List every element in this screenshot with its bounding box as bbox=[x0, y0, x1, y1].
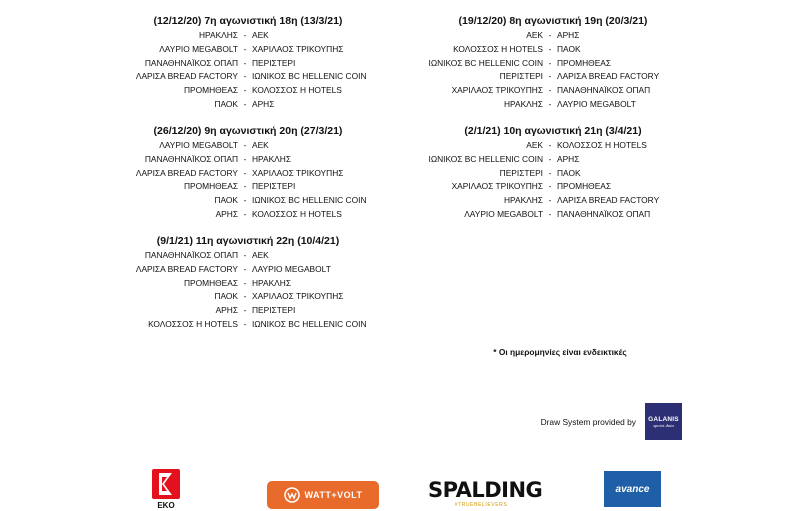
away-team: ΠΡΟΜΗΘΕΑΣ bbox=[557, 57, 612, 68]
home-team: ΑΡΗΣ bbox=[215, 305, 238, 316]
match-row bbox=[403, 43, 703, 57]
away-team: ΠΑΝΑΘΗΝΑΪΚΟΣ ΟΠΑΠ bbox=[557, 85, 651, 96]
spalding-tagline: #TRUEBELIEVERS bbox=[454, 502, 508, 508]
avance-logo-text: avance bbox=[615, 483, 650, 495]
separator: - bbox=[243, 263, 247, 274]
match-row bbox=[403, 153, 703, 167]
avance-logo bbox=[604, 471, 661, 507]
eko-logo bbox=[151, 468, 181, 511]
separator: - bbox=[243, 98, 247, 109]
separator: - bbox=[243, 208, 247, 219]
separator: - bbox=[243, 318, 247, 329]
separator: - bbox=[243, 181, 247, 192]
away-team: ΠΡΟΜΗΘΕΑΣ bbox=[557, 181, 612, 192]
match-row bbox=[98, 277, 398, 291]
separator: - bbox=[548, 195, 552, 206]
home-team: ΠΕΡΙΣΤΕΡΙ bbox=[499, 71, 543, 82]
home-team: ΑΕΚ bbox=[526, 30, 543, 40]
home-team: ΠΡΟΜΗΘΕΑΣ bbox=[183, 181, 238, 192]
match-row bbox=[98, 180, 398, 194]
home-team: ΑΕΚ bbox=[526, 140, 543, 150]
round-9 bbox=[98, 124, 398, 222]
home-team: ΗΡΑΚΛΗΣ bbox=[503, 98, 543, 109]
separator: - bbox=[548, 167, 552, 178]
separator: - bbox=[548, 181, 552, 192]
home-team: ΑΡΗΣ bbox=[215, 208, 238, 219]
away-team: ΛΑΥΡΙΟ MEGABOLT bbox=[252, 263, 331, 274]
away-team: ΠΑΟΚ bbox=[557, 167, 581, 178]
home-team: ΛΑΡΙΣΑ BREAD FACTORY bbox=[135, 167, 238, 178]
home-team: ΛΑΥΡΙΟ MEGABOLT bbox=[159, 43, 238, 54]
away-team: ΗΡΑΚΛΗΣ bbox=[252, 153, 292, 164]
home-team: ΠΑΟΚ bbox=[214, 98, 238, 109]
separator: - bbox=[243, 71, 247, 82]
round-title: (19/12/20) 8η αγωνιστική 19η (20/3/21) bbox=[458, 15, 648, 27]
match-row bbox=[98, 43, 398, 57]
galanis-logo-title: GALANIS bbox=[648, 415, 679, 423]
away-team: ΑΡΗΣ bbox=[557, 30, 580, 40]
match-row bbox=[98, 139, 398, 153]
match-row bbox=[403, 57, 703, 71]
away-team: ΧΑΡΙΛΑΟΣ ΤΡΙΚΟΥΠΗΣ bbox=[252, 167, 344, 178]
round-10 bbox=[403, 124, 703, 222]
home-team: ΛΑΡΙΣΑ BREAD FACTORY bbox=[135, 263, 238, 274]
match-row bbox=[98, 84, 398, 98]
match-row bbox=[98, 263, 398, 277]
separator: - bbox=[548, 153, 552, 164]
separator: - bbox=[243, 250, 247, 260]
away-team: ΠΑΟΚ bbox=[557, 43, 581, 54]
separator: - bbox=[243, 30, 247, 40]
away-team: ΧΑΡΙΛΑΟΣ ΤΡΙΚΟΥΠΗΣ bbox=[252, 291, 344, 302]
home-team: ΛΑΥΡΙΟ MEGABOLT bbox=[464, 208, 543, 219]
spalding-logo bbox=[428, 478, 543, 508]
away-team: ΚΟΛΟΣΣΟΣ Η HOTELS bbox=[252, 208, 342, 219]
separator: - bbox=[548, 208, 552, 219]
galanis-logo bbox=[645, 403, 682, 440]
wattvolt-mark-icon bbox=[284, 487, 300, 503]
match-row bbox=[98, 98, 398, 112]
eko-mark-icon bbox=[151, 468, 181, 500]
match-row bbox=[403, 167, 703, 181]
away-team: ΠΕΡΙΣΤΕΡΙ bbox=[252, 181, 296, 192]
match-row bbox=[98, 57, 398, 71]
match-row bbox=[98, 29, 398, 43]
match-row bbox=[98, 304, 398, 318]
match-row bbox=[98, 70, 398, 84]
away-team: ΙΩΝΙΚΟΣ ΒC HELLENIC COIN bbox=[252, 195, 367, 206]
separator: - bbox=[243, 57, 247, 68]
home-team: ΠΑΟΚ bbox=[214, 195, 238, 206]
separator: - bbox=[243, 85, 247, 96]
separator: - bbox=[243, 153, 247, 164]
round-title: (2/1/21) 10η αγωνιστική 21η (3/4/21) bbox=[464, 125, 642, 137]
home-team: ΠΡΟΜΗΘΕΑΣ bbox=[183, 85, 238, 96]
match-row bbox=[98, 249, 398, 263]
separator: - bbox=[548, 71, 552, 82]
home-team: ΠΡΟΜΗΘΕΑΣ bbox=[183, 277, 238, 288]
home-team: ΛΑΡΙΣΑ BREAD FACTORY bbox=[135, 71, 238, 82]
away-team: ΑΕΚ bbox=[252, 250, 269, 260]
separator: - bbox=[548, 98, 552, 109]
home-team: ΧΑΡΙΛΑΟΣ ΤΡΙΚΟΥΠΗΣ bbox=[451, 181, 543, 192]
home-team: ΠΑΝΑΘΗΝΑΪΚΟΣ ΟΠΑΠ bbox=[144, 153, 238, 164]
separator: - bbox=[548, 30, 552, 40]
away-team: ΛΑΥΡΙΟ MEGABOLT bbox=[557, 98, 636, 109]
home-team: ΙΩΝΙΚΟΣ ΒC HELLENIC COIN bbox=[428, 57, 543, 68]
away-team: ΑΕΚ bbox=[252, 30, 269, 40]
separator: - bbox=[243, 277, 247, 288]
round-title: (12/12/20) 7η αγωνιστική 18η (13/3/21) bbox=[153, 15, 343, 27]
away-team: ΧΑΡΙΛΑΟΣ ΤΡΙΚΟΥΠΗΣ bbox=[252, 43, 344, 54]
away-team: ΠΕΡΙΣΤΕΡΙ bbox=[252, 57, 296, 68]
separator: - bbox=[548, 85, 552, 96]
away-team: ΗΡΑΚΛΗΣ bbox=[252, 277, 292, 288]
home-team: ΚΟΛΟΣΣΟΣ Η HOTELS bbox=[453, 43, 543, 54]
dates-note: * Οι ημερομηνίες είναι ενδεικτικές bbox=[493, 347, 627, 357]
away-team: ΚΟΛΟΣΣΟΣ Η HOTELS bbox=[557, 140, 647, 150]
separator: - bbox=[243, 195, 247, 206]
away-team: ΛΑΡΙΣΑ BREAD FACTORY bbox=[557, 71, 660, 82]
match-row bbox=[403, 139, 703, 153]
separator: - bbox=[548, 43, 552, 54]
away-team: ΑΡΗΣ bbox=[252, 98, 275, 109]
match-row bbox=[403, 70, 703, 84]
round-title: (9/1/21) 11η αγωνιστική 22η (10/4/21) bbox=[156, 235, 340, 247]
match-row bbox=[403, 84, 703, 98]
home-team: ΧΑΡΙΛΑΟΣ ΤΡΙΚΟΥΠΗΣ bbox=[451, 85, 543, 96]
draw-system-credit: Draw System provided by bbox=[540, 417, 636, 427]
match-row bbox=[403, 180, 703, 194]
home-team: ΠΑΝΑΘΗΝΑΪΚΟΣ ΟΠΑΠ bbox=[144, 250, 238, 260]
round-8 bbox=[403, 14, 703, 112]
separator: - bbox=[548, 57, 552, 68]
match-row bbox=[403, 98, 703, 112]
match-row bbox=[98, 194, 398, 208]
home-team: ΠΑΟΚ bbox=[214, 291, 238, 302]
eko-logo-text: EKO bbox=[157, 501, 175, 510]
match-row bbox=[98, 318, 398, 332]
separator: - bbox=[243, 43, 247, 54]
home-team: ΗΡΑΚΛΗΣ bbox=[503, 195, 543, 206]
match-row bbox=[98, 153, 398, 167]
round-11 bbox=[98, 234, 398, 332]
home-team: ΚΟΛΟΣΣΟΣ Η HOTELS bbox=[148, 318, 238, 329]
away-team: ΠΑΝΑΘΗΝΑΪΚΟΣ ΟΠΑΠ bbox=[557, 208, 651, 219]
spalding-logo-text: SPALDING bbox=[428, 478, 543, 502]
away-team: ΑΡΗΣ bbox=[557, 153, 580, 164]
home-team: ΗΡΑΚΛΗΣ bbox=[198, 30, 238, 40]
away-team: ΚΟΛΟΣΣΟΣ Η HOTELS bbox=[252, 85, 342, 96]
match-row bbox=[403, 29, 703, 43]
match-row bbox=[98, 208, 398, 222]
separator: - bbox=[243, 167, 247, 178]
separator: - bbox=[243, 140, 247, 150]
match-row bbox=[98, 167, 398, 181]
separator: - bbox=[548, 140, 552, 150]
home-team: ΙΩΝΙΚΟΣ ΒC HELLENIC COIN bbox=[428, 153, 543, 164]
match-row bbox=[403, 208, 703, 222]
away-team: ΠΕΡΙΣΤΕΡΙ bbox=[252, 305, 296, 316]
round-7 bbox=[98, 14, 398, 112]
home-team: ΠΕΡΙΣΤΕΡΙ bbox=[499, 167, 543, 178]
away-team: ΑΕΚ bbox=[252, 140, 269, 150]
separator: - bbox=[243, 291, 247, 302]
match-row bbox=[98, 290, 398, 304]
home-team: ΛΑΥΡΙΟ MEGABOLT bbox=[159, 140, 238, 150]
away-team: ΛΑΡΙΣΑ BREAD FACTORY bbox=[557, 195, 660, 206]
galanis-logo-subtitle: sports data bbox=[653, 422, 674, 428]
separator: - bbox=[243, 305, 247, 316]
round-title: (26/12/20) 9η αγωνιστική 20η (27/3/21) bbox=[153, 125, 343, 137]
home-team: ΠΑΝΑΘΗΝΑΪΚΟΣ ΟΠΑΠ bbox=[144, 57, 238, 68]
wattvolt-logo-text: WATT+VOLT bbox=[304, 490, 363, 500]
wattvolt-logo bbox=[267, 481, 379, 509]
away-team: ΙΩΝΙΚΟΣ ΒC HELLENIC COIN bbox=[252, 318, 367, 329]
match-row bbox=[403, 194, 703, 208]
away-team: ΙΩΝΙΚΟΣ ΒC HELLENIC COIN bbox=[252, 71, 367, 82]
